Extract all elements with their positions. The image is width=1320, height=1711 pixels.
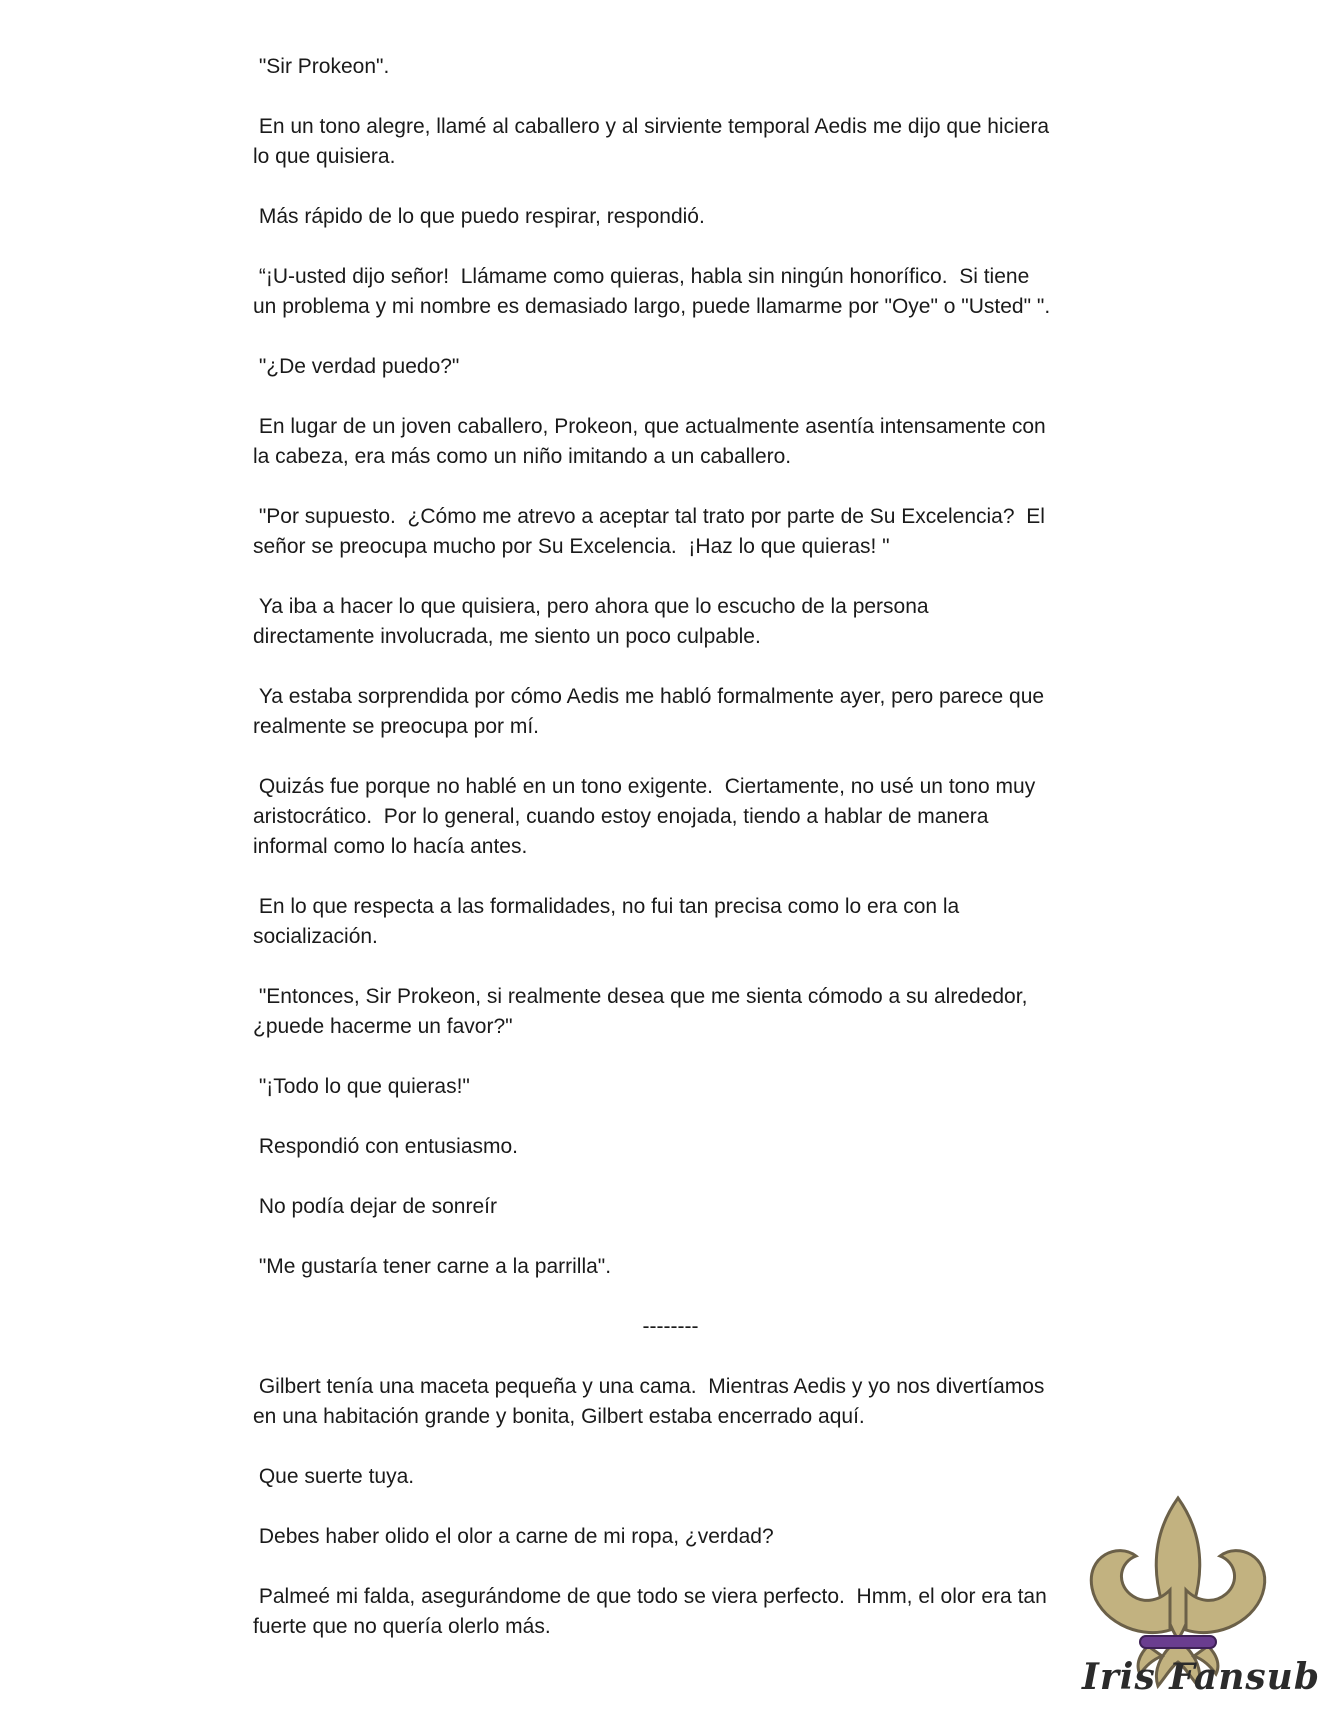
paragraph: "Entonces, Sir Prokeon, si realmente desea que me sienta cómodo a su alrededor, ¿puede hacerme un favor?" xyxy=(253,985,1034,1038)
document-body xyxy=(253,52,1053,1672)
paragraph: "Por supuesto. ¿Cómo me atrevo a aceptar tal trato por parte de Su Excelencia? El señor se preocupa mucho por Su Excelencia. ¡Haz lo que quieras! " xyxy=(253,505,1051,558)
watermark-text: Iris Fansub xyxy=(1082,1656,1320,1698)
paragraph: Ya estaba sorprendida por cómo Aedis me habló formalmente ayer, pero parece que realmente se preocupa por mí. xyxy=(253,685,1050,738)
paragraph: Que suerte tuya. xyxy=(253,1465,415,1488)
paragraph: Respondió con entusiasmo. xyxy=(253,1135,519,1158)
paragraph: “¡U-usted dijo señor! Llámame como quieras, habla sin ningún honorífico. Si tiene un problema y mi nombre es demasiado largo, puede llamarme por "Oye" o "Usted" ". xyxy=(253,265,1051,318)
scene-separator: -------- xyxy=(642,1315,699,1338)
paragraph: En un tono alegre, llamé al caballero y al sirviente temporal Aedis me dijo que hiciera lo que quisiera. xyxy=(253,115,1055,168)
paragraph: Debes haber olido el olor a carne de mi ropa, ¿verdad? xyxy=(253,1525,774,1548)
paragraph: "Me gustaría tener carne a la parrilla". xyxy=(253,1255,612,1278)
paragraph: "Sir Prokeon". xyxy=(253,55,390,78)
paragraph: Ya iba a hacer lo que quisiera, pero ahora que lo escucho de la persona directamente involucrada, me siento un poco culpable. xyxy=(253,595,935,648)
paragraph: Palmeé mi falda, asegurándome de que todo se viera perfecto. Hmm, el olor era tan fuerte que no quería olerlo más. xyxy=(253,1585,1053,1638)
paragraph: No podía dejar de sonreír xyxy=(253,1195,497,1218)
paragraph: "¿De verdad puedo?" xyxy=(253,355,460,378)
paragraph: En lo que respecta a las formalidades, no fui tan precisa como lo era con la socialización. xyxy=(253,895,966,948)
paragraph: "¡Todo lo que quieras!" xyxy=(253,1075,470,1098)
paragraph: Quizás fue porque no hablé en un tono exigente. Ciertamente, no usé un tono muy aristocrático. Por lo general, cuando estoy enojada, tiendo a hablar de manera informal como lo hacía antes. xyxy=(253,775,1042,858)
paragraph: Más rápido de lo que puedo respirar, respondió. xyxy=(253,205,705,228)
paragraph: En lugar de un joven caballero, Prokeon, que actualmente asentía intensamente con la cabeza, era más como un niño imitando a un caballero. xyxy=(253,415,1052,468)
paragraph: Gilbert tenía una maceta pequeña y una cama. Mientras Aedis y yo nos divertíamos en una habitación grande y bonita, Gilbert estaba encerrado aquí. xyxy=(253,1375,1051,1428)
